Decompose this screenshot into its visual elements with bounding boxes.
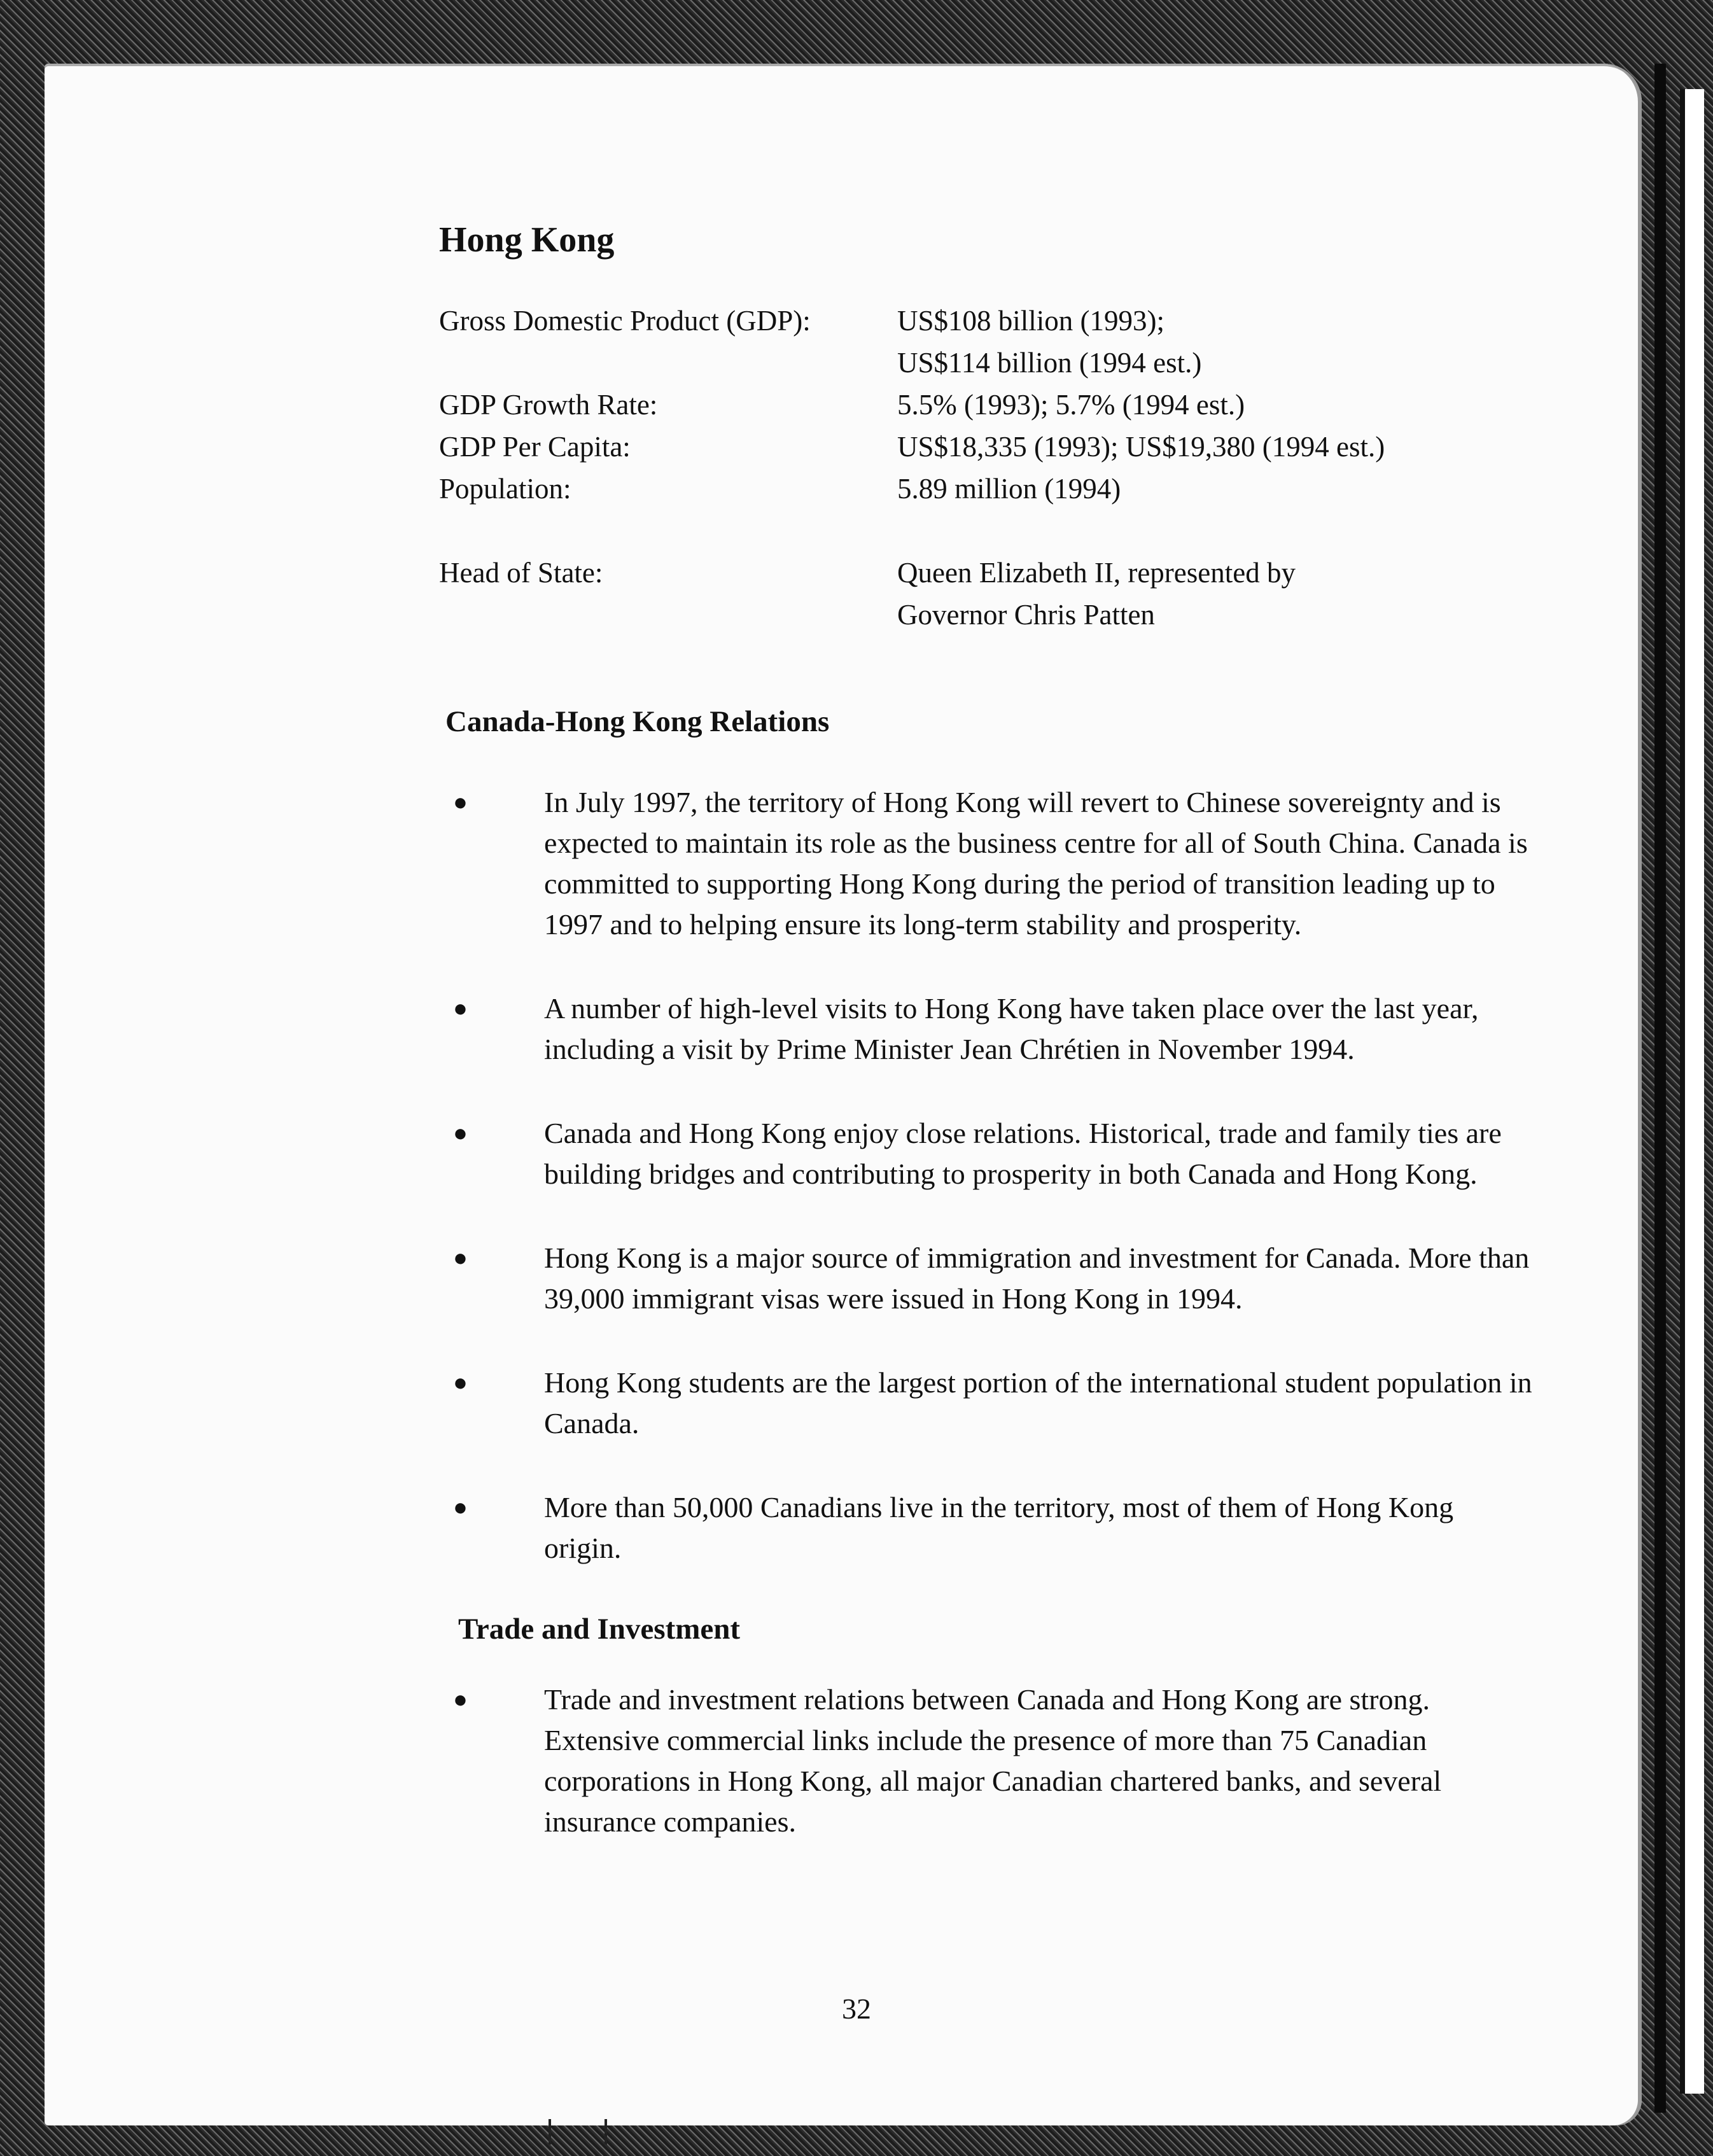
page-number: 32 bbox=[842, 1992, 871, 2025]
fact-label: Head of State: bbox=[439, 557, 603, 589]
bullet-icon: ● bbox=[453, 1369, 468, 1396]
trade-heading: Trade and Investment bbox=[458, 1613, 741, 1646]
fact-value: 5.5% (1993); 5.7% (1994 est.) bbox=[897, 389, 1245, 421]
trade-list bbox=[439, 1679, 1534, 1842]
fact-label: GDP Growth Rate: bbox=[439, 389, 658, 421]
bullet-icon: ● bbox=[453, 1686, 468, 1713]
bullet-icon: ● bbox=[453, 1120, 468, 1147]
page-title: Hong Kong bbox=[439, 220, 615, 260]
relations-heading: Canada-Hong Kong Relations bbox=[445, 705, 830, 738]
list-item bbox=[439, 1679, 1534, 1842]
list-item bbox=[439, 1362, 1534, 1444]
bullet-icon: ● bbox=[453, 789, 468, 816]
list-item-text: Trade and investment relations between Canada and Hong Kong are strong. Extensive commercial links include the presence of more than 75 Canadian corporations in Hong Kong, all major Canadian chartered banks, and several insurance companies. bbox=[544, 1683, 1442, 1838]
fact-value: Queen Elizabeth II, represented by Governor Chris Patten bbox=[897, 557, 1296, 631]
fact-row-head-of-state bbox=[439, 552, 1534, 636]
list-item bbox=[439, 1238, 1534, 1319]
fact-row-per-capita bbox=[439, 426, 1534, 468]
list-item-text: More than 50,000 Canadians live in the territory, most of them of Hong Kong origin. bbox=[544, 1491, 1454, 1564]
binding-edge-inner bbox=[1680, 89, 1704, 2094]
scan-mark bbox=[549, 2119, 551, 2145]
scan-mark bbox=[605, 2119, 607, 2145]
list-item bbox=[439, 1113, 1534, 1194]
list-item bbox=[439, 988, 1534, 1070]
fact-value: 5.89 million (1994) bbox=[897, 473, 1121, 505]
fact-value: US$108 billion (1993); US$114 billion (1994 est.) bbox=[897, 305, 1202, 379]
list-item-text: A number of high-level visits to Hong Kong have taken place over the last year, including a visit by Prime Minister Jean Chrétien in November 1994. bbox=[544, 992, 1479, 1065]
list-item-text: Hong Kong is a major source of immigration and investment for Canada. More than 39,000 immigrant visas were issued in Hong Kong in 1994. bbox=[544, 1242, 1530, 1315]
fact-row-gdp bbox=[439, 300, 1534, 384]
fact-value: US$18,335 (1993); US$19,380 (1994 est.) bbox=[897, 431, 1385, 463]
fact-row-growth bbox=[439, 384, 1534, 426]
page-content bbox=[439, 220, 1534, 1886]
fact-label: Gross Domestic Product (GDP): bbox=[439, 305, 811, 337]
fact-spacer bbox=[439, 510, 1534, 552]
list-item bbox=[439, 1487, 1534, 1569]
bullet-icon: ● bbox=[453, 1245, 468, 1271]
list-item-text: Hong Kong students are the largest portion of the international student population in Canada. bbox=[544, 1366, 1532, 1439]
fact-row-population bbox=[439, 468, 1534, 510]
bullet-icon: ● bbox=[453, 995, 468, 1022]
bullet-icon: ● bbox=[453, 1494, 468, 1521]
list-item-text: In July 1997, the territory of Hong Kong will revert to Chinese sovereignty and is expected to maintain its role as the business centre for all of South China. Canada is committed to supporting Hong Kong during the period of transition leading up to 1997 and to helping ensure its long-term stability and prosperity. bbox=[544, 786, 1528, 941]
list-item bbox=[439, 782, 1534, 945]
fact-label: GDP Per Capita: bbox=[439, 431, 631, 463]
list-item-text: Canada and Hong Kong enjoy close relations. Historical, trade and family ties are building bridges and contributing to prosperity in both Canada and Hong Kong. bbox=[544, 1117, 1502, 1190]
fact-table bbox=[439, 300, 1534, 636]
relations-list bbox=[439, 782, 1534, 1569]
binding-edge bbox=[1654, 64, 1666, 2113]
fact-label: Population: bbox=[439, 473, 571, 505]
